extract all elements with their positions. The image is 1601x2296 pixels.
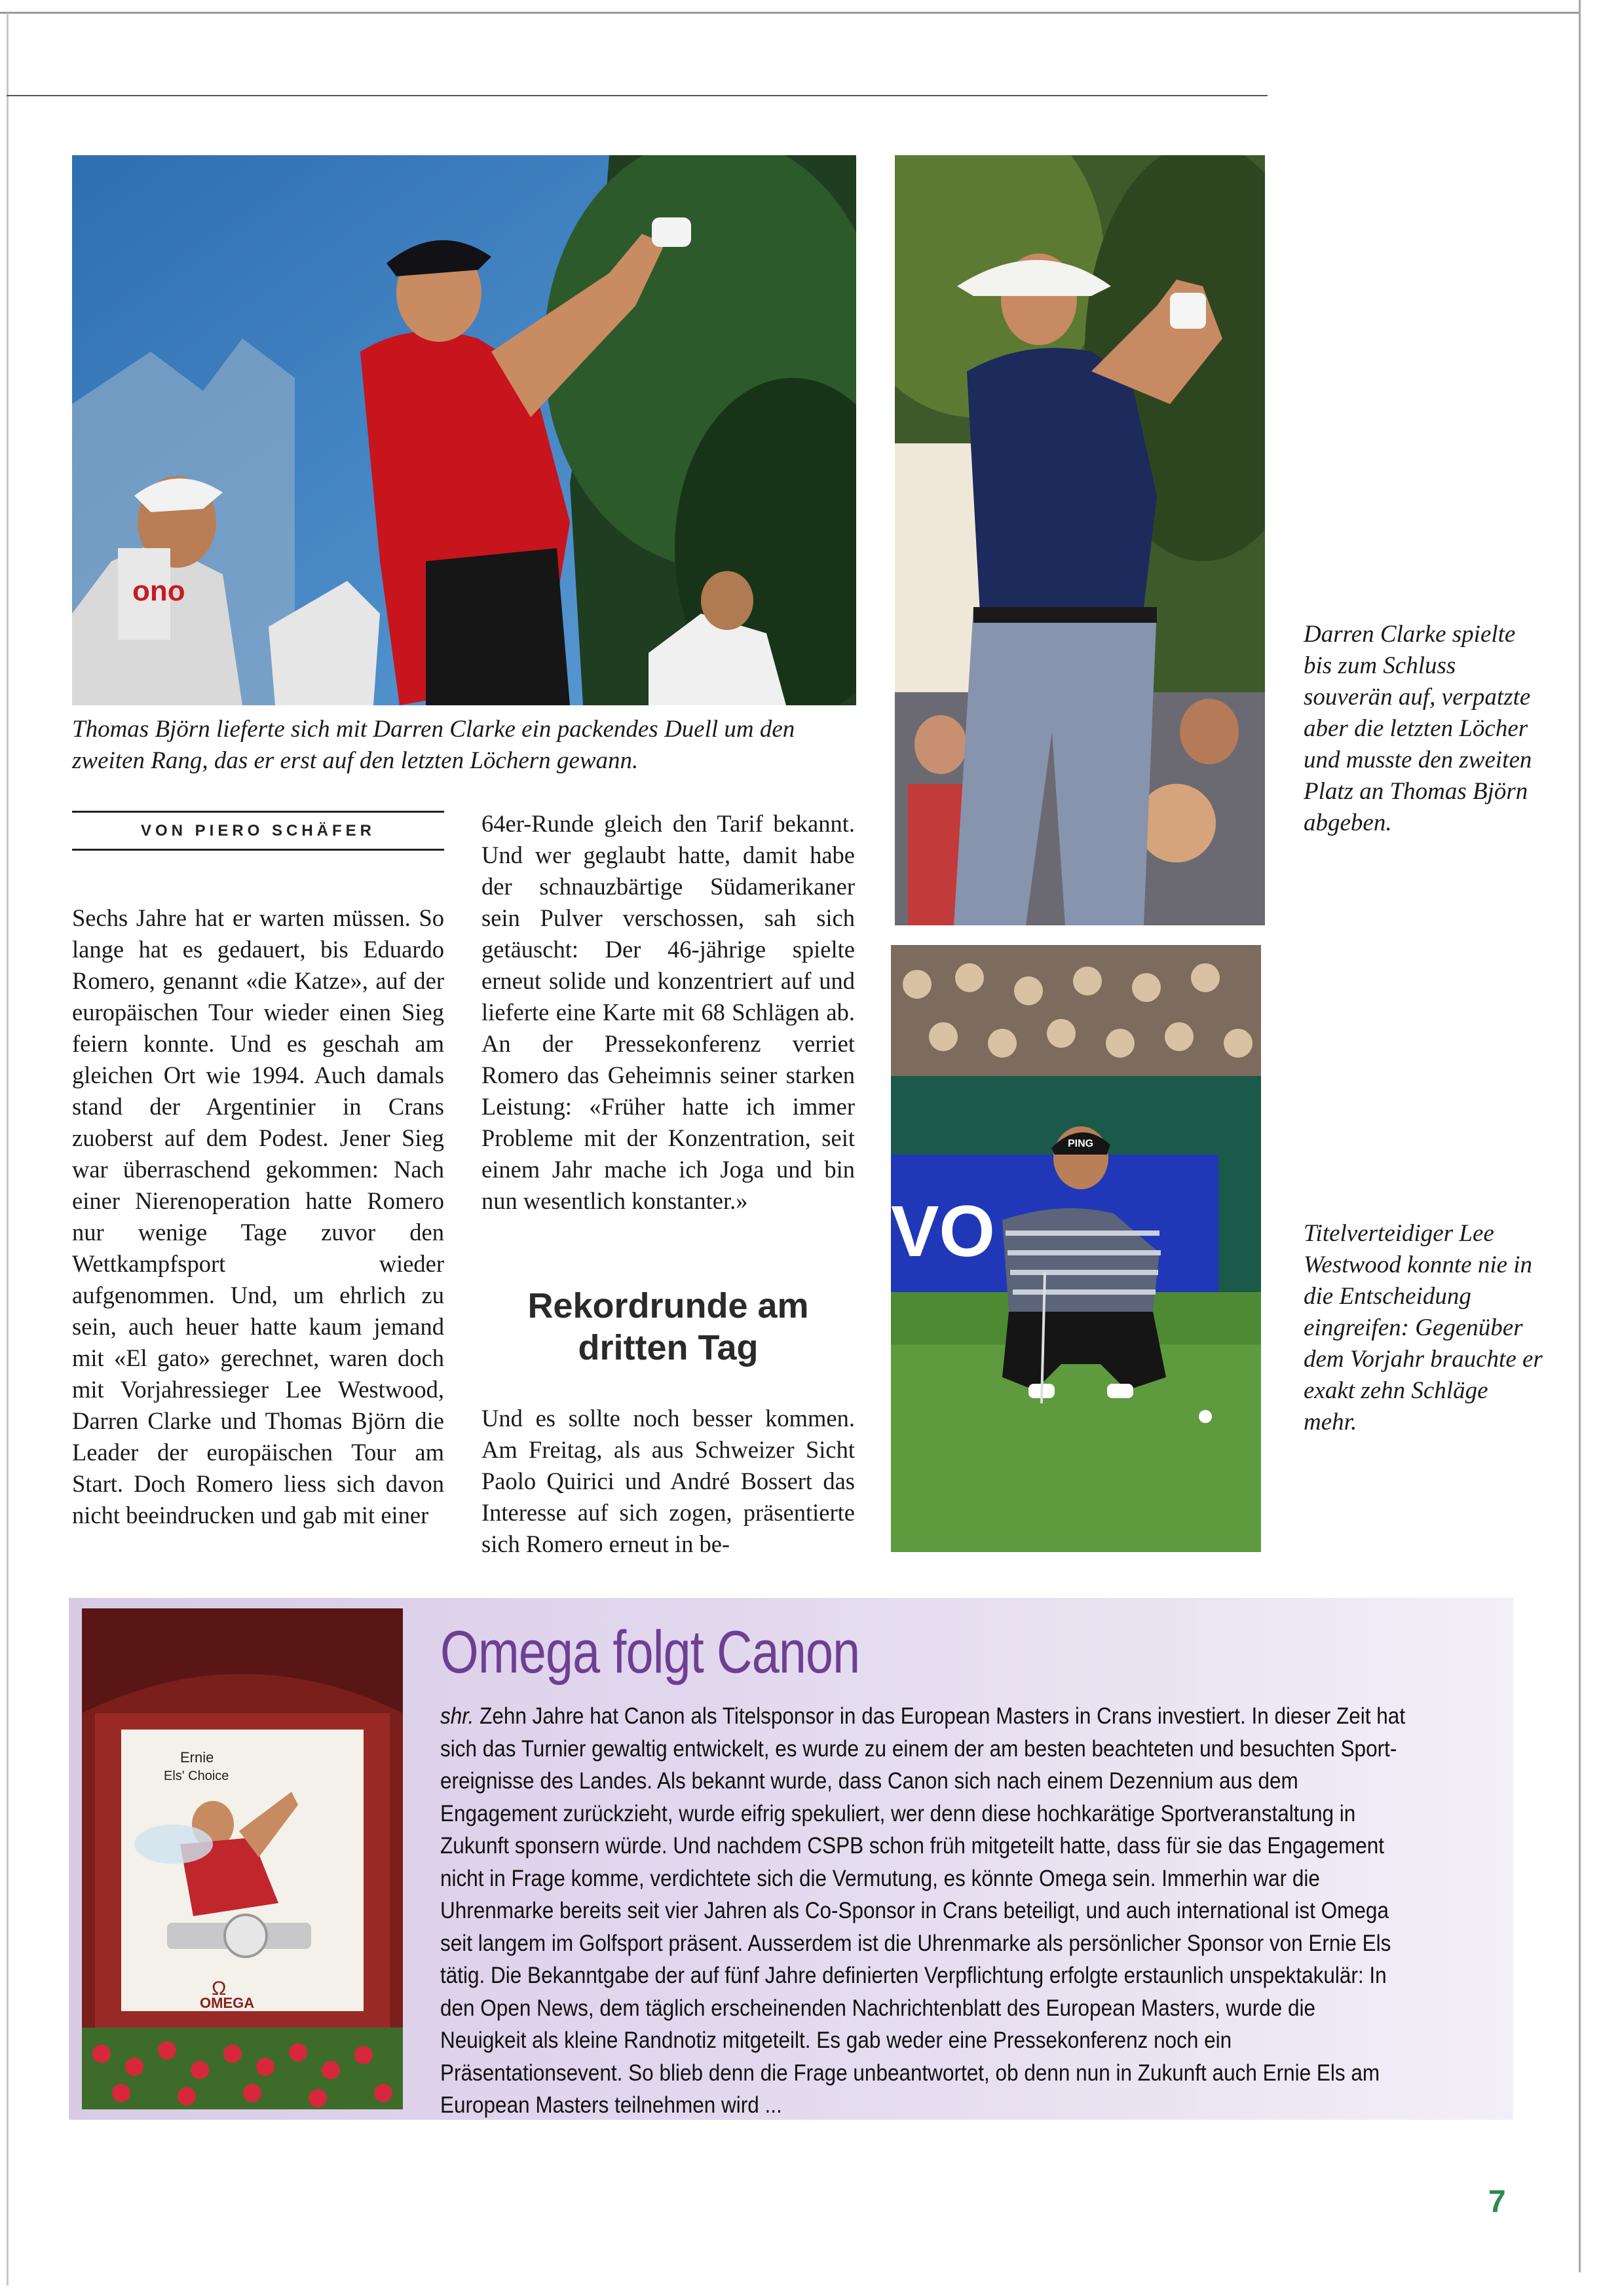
caption-bjorn: Thomas Björn lieferte sich mit Darren Clarke ein packendes Duell um den zweiten Rang, das er erst auf den letzten Löchern gewann. — [72, 716, 795, 774]
poster-name: Ernie — [180, 1749, 214, 1766]
body-column-2: 64er-Runde gleich den Tarif bekannt. Und wer geglaubt hatte, damit habe der schnauzbärtige Südamerikaner sein Pulver verschossen, sah sich getäuscht: Der 46-jährige spielte erneut solide und konzentriert auf und lieferte eine Karte mit 68 Schlägen ab. An der Pressekonferenz verriet Romero das Geheimnis seiner starken Leistung: «Früher hatte ich immer Probleme mit der Konzentration, seit einem Jahr mache ich Joga und bin nun wesentlich konstanter.» — [481, 810, 855, 1214]
left-edge-line — [7, 13, 9, 2286]
photo-cap-text: PING — [1068, 1138, 1094, 1149]
caption-clarke: Darren Clarke spielte bis zum Schluss souverän auf, verpatzte aber die letzten Löcher und musste den zweiten Platz an Thomas Björn abgeben. — [1304, 621, 1532, 836]
caption-westwood: Titelverteidiger Lee Westwood konnte nie in die Entscheidung eingreifen: Gegenüber dem Vorjahr brauchte er exakt zehn Schläge mehr. — [1304, 1220, 1543, 1435]
subheading: Rekordrunde am dritten Tag — [527, 1286, 809, 1367]
poster-brand: OMEGA — [200, 1995, 255, 2011]
author-byline: VON PIERO SCHÄFER — [72, 811, 444, 851]
photo-lee-westwood — [891, 945, 1261, 1552]
photo-banner-text: ono — [132, 575, 185, 607]
page-number: 7 — [1488, 2185, 1506, 2219]
photo-darren-clarke — [895, 155, 1265, 925]
body-column-1: Sechs Jahre hat er warten müssen. So lange hat es gedauert, bis Eduardo Romero, genannt «die Katze», auf der europäischen Tour wieder einen Sieg feiern konnte. Und es geschah am gleichen Ort wie 1994. Auch damals stand der Argentinier in Crans zuoberst auf dem Podest. Jener Sieg war überraschend gekommen: Nach einer Nierenoperation hatte Romero nur wenige Tage zuvor den Wettkampfsport wieder aufgenommen. Und, um ehrlich zu sein, auch heuer hatte kaum jemand mit «El gato» gerechnet, waren doch mit Vorjahressieger Lee Westwood, Darren Clarke und Thomas Björn die Leader der europäischen Tour am Start. Doch Romero liess sich davon nicht beeindrucken und gab mit einer — [72, 904, 444, 1528]
box-title: Omega folgt Canon — [440, 1619, 860, 1686]
omega-logo-symbol: Ω — [212, 1978, 227, 1999]
box-text-body: Zehn Jahre hat Canon als Titelsponsor in das European Masters in Crans investiert. In dieser Zeit hat sich das Turnier gewaltig entwickelt, es wurde zu einem der am besten beachteten und besuchten Sportereignisse des Landes. Als bekannt wurde, dass Canon sich nach einem Dezennium aus dem Engagement zurückzieht, wurde eifrig spekuliert, wer denn diese hochkarätige Sportveranstaltung in Zukunft sponsern würde. Und nachdem CSPB schon früh mitgeteilt hatte, dass für sie das Engagement nicht in Frage komme, verdichtete sich die Vermutung, es könnte Omega sein. Immerhin war die Uhrenmarke bereits seit vier Jahren als Co-Sponsor in Crans beteiligt, und auch international ist Omega seit langem im Golfsport präsent. Ausserdem ist die Uhrenmarke als persönlicher Sponsor von Ernie Els tätig. Die Bekanntgabe der auf fünf Jahre definierten Verpflichtung erfolgte erstaunlich unspektakulär: In den Open News, dem täglich erscheinenden Nachrichtenblatt des European Masters, wurde die Neuigkeit als kleine Randnotiz mitgeteilt. Es gab weder eine Pressekonferenz noch ein Präsentationsevent. So blieb denn die Frage unbeantwortet, ob denn nun in Zukunft auch Ernie Els am European Masters teilnehmen wird ... — [440, 1703, 1406, 2118]
top-rule — [0, 12, 1579, 14]
photo-banner-volvo: VO — [891, 1191, 995, 1272]
photo-thomas-bjorn — [72, 155, 856, 705]
box-text — [440, 1700, 1407, 2122]
box-text-lead: shr. — [440, 1703, 474, 1729]
poster-tagline: Els' Choice — [164, 1769, 229, 1783]
body-column-2-continued: Und es sollte noch besser kommen. Am Freitag, als aus Schweizer Sicht Paolo Quirici und André Bossert das Interesse auf sich zogen, präsentierte sich Romero erneut in be- — [481, 1405, 855, 1557]
right-edge-line — [1579, 0, 1581, 2272]
photo-omega-poster — [82, 1608, 403, 2109]
header-rule — [7, 95, 1268, 96]
